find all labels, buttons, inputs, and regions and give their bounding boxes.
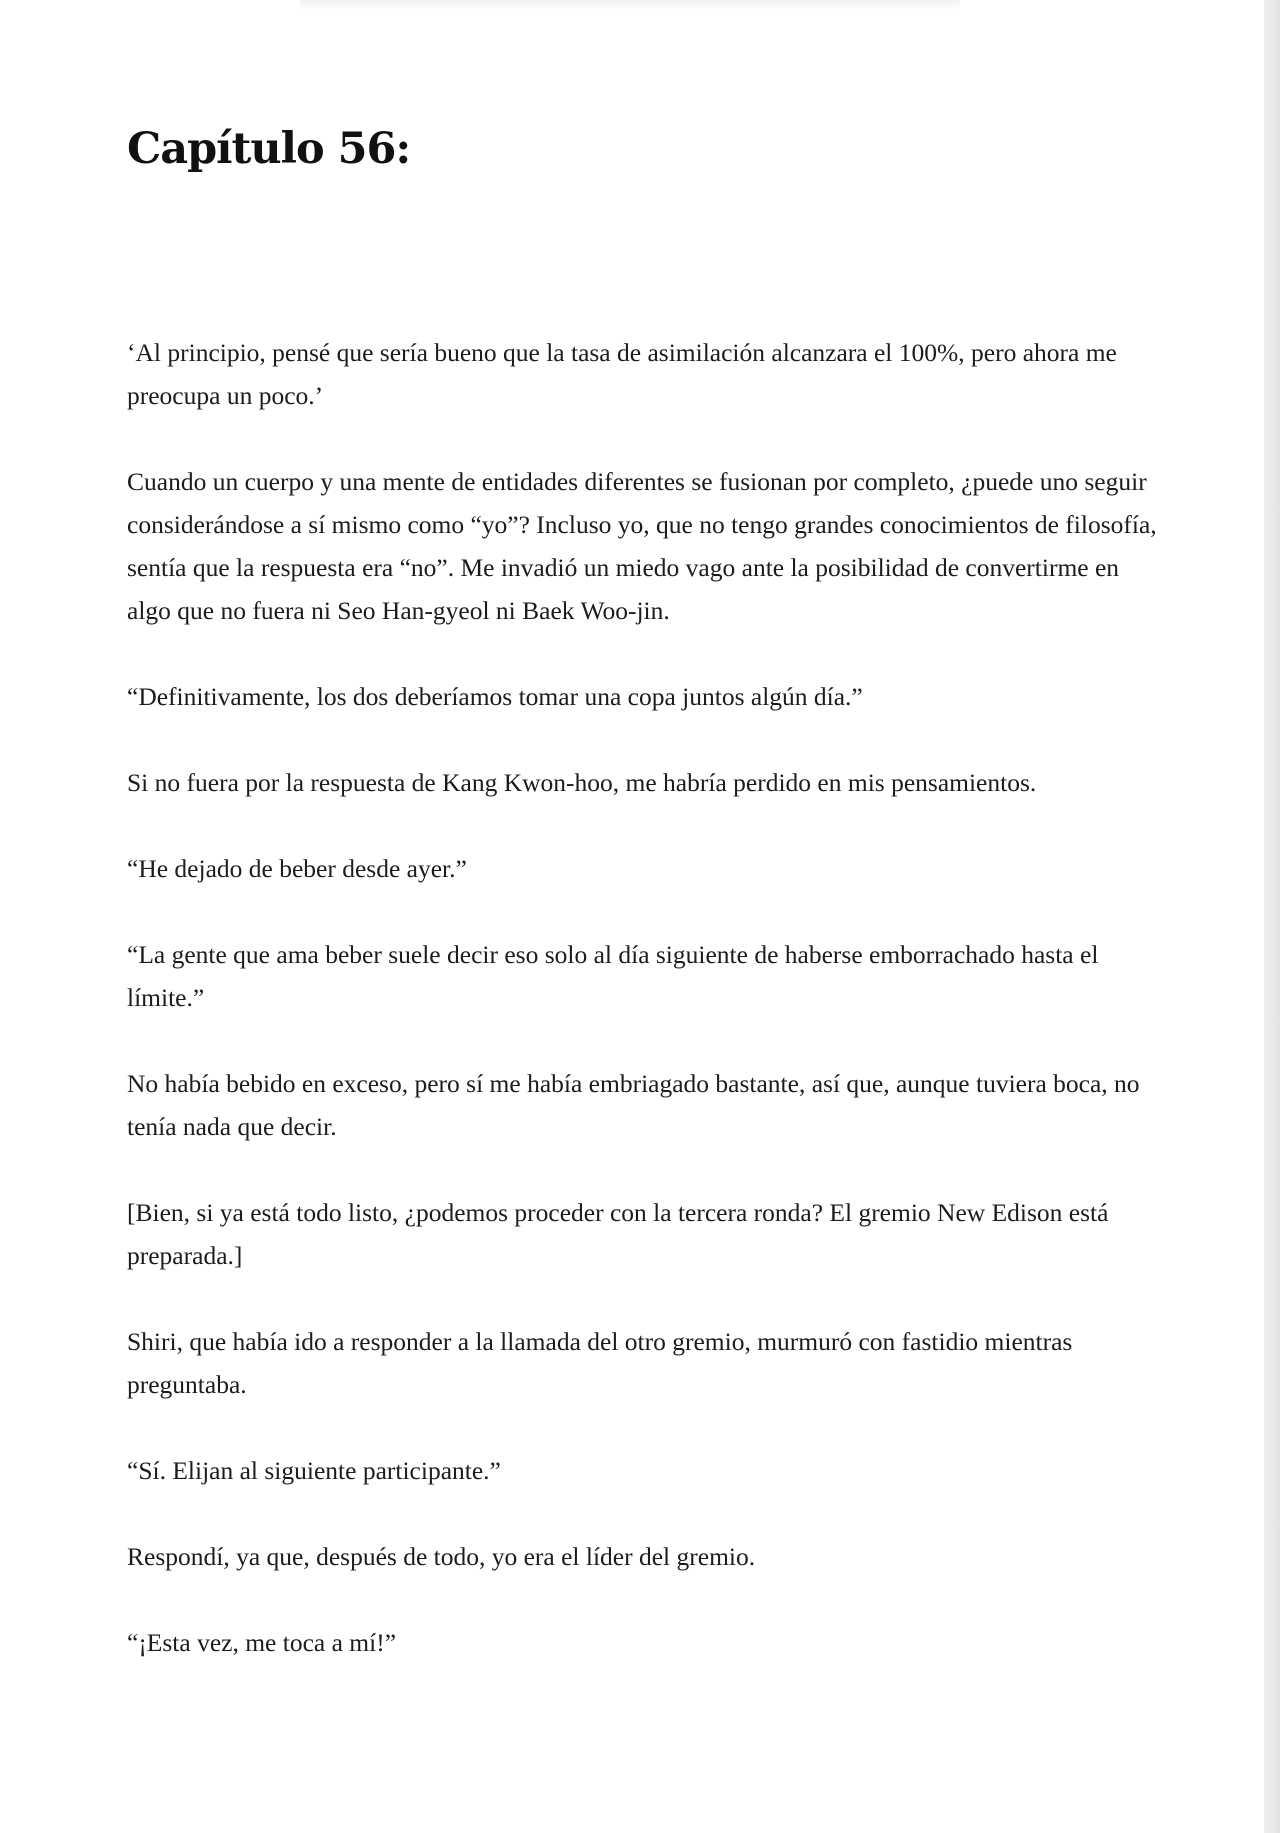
paragraph: Si no fuera por la respuesta de Kang Kwon-hoo, me habría perdido en mis pensamientos. (127, 768, 1037, 797)
paragraph: “¡Esta vez, me toca a mí!” (127, 1628, 397, 1657)
paragraph: “La gente que ama beber suele decir eso solo al día siguiente de haberse emborrachado hasta el límite.” (127, 940, 1099, 1012)
paragraph: Cuando un cuerpo y una mente de entidades diferentes se fusionan por completo, ¿puede uno seguir considerándose a sí mismo como “yo”? Incluso yo, que no tengo grandes conocimientos de filosofía, sentía que la respuesta era “no”. Me invadió un miedo vago ante la posibilidad de convertirme en algo que no fuera ni Seo Han-gyeol ni Baek Woo-jin. (127, 467, 1157, 625)
chapter-title: Capítulo 56: (127, 124, 411, 174)
paragraph: “Definitivamente, los dos deberíamos tomar una copa juntos algún día.” (127, 682, 863, 711)
paragraph: Respondí, ya que, después de todo, yo era el líder del gremio. (127, 1542, 756, 1571)
chapter-body (127, 331, 1167, 1707)
paragraph: “He dejado de beber desde ayer.” (127, 854, 467, 883)
paragraph: ‘Al principio, pensé que sería bueno que la tasa de asimilación alcanzara el 100%, pero ahora me preocupa un poco.’ (127, 338, 1117, 410)
paragraph: “Sí. Elijan al siguiente participante.” (127, 1456, 501, 1485)
paragraph: [Bien, si ya está todo listo, ¿podemos proceder con la tercera ronda? El gremio New Edison está preparada.] (127, 1198, 1109, 1270)
page-scroll-edge[interactable] (1264, 0, 1280, 1833)
top-scroll-shadow (300, 0, 960, 10)
paragraph: No había bebido en exceso, pero sí me había embriagado bastante, así que, aunque tuviera boca, no tenía nada que decir. (127, 1069, 1140, 1141)
paragraph: Shiri, que había ido a responder a la llamada del otro gremio, murmuró con fastidio mientras preguntaba. (127, 1327, 1073, 1399)
